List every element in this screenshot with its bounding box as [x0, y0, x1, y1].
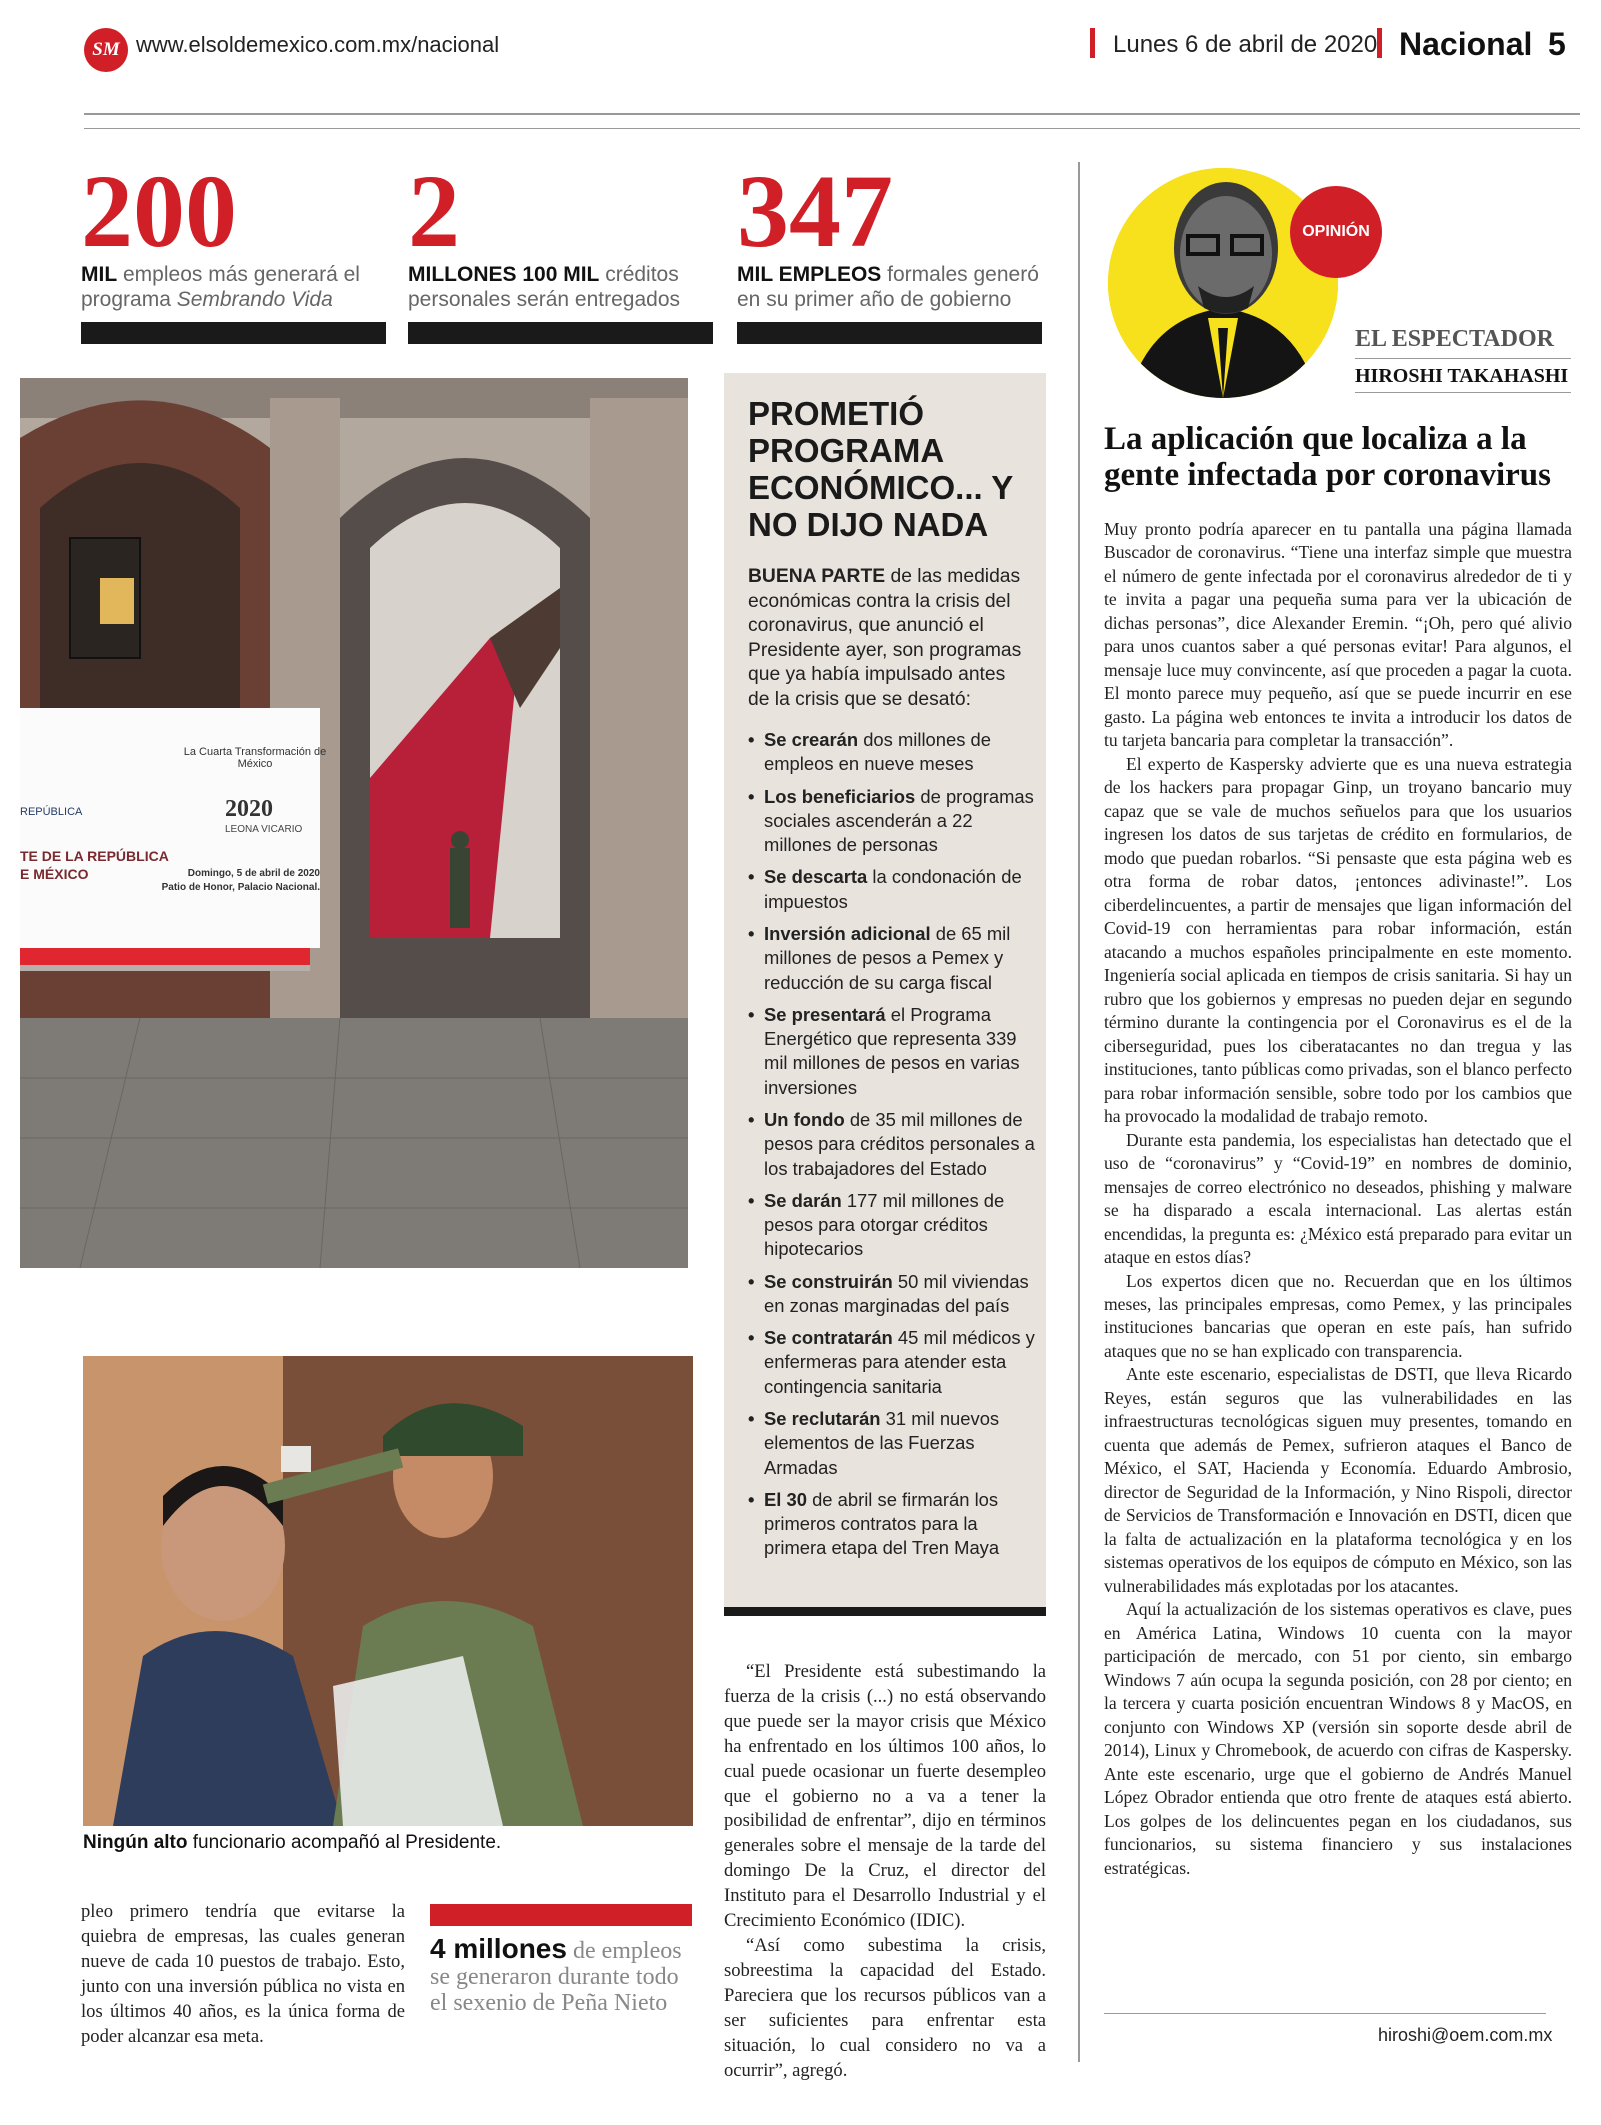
bullet-icon: • [748, 922, 755, 944]
bullet-icon: • [748, 1003, 755, 1025]
palacio-nacional-illustration [20, 378, 688, 1268]
bullet-icon: • [748, 1327, 755, 1349]
banner-text: E MÉXICO [20, 866, 89, 882]
stat-number: 2 [408, 154, 460, 269]
opinion-headline: La aplicación que localiza a la gente infectada por coronavirus [1104, 421, 1551, 493]
stat-bar [81, 322, 386, 344]
callout-bar [430, 1904, 692, 1926]
header-rule [84, 113, 1580, 115]
stat-number: 347 [737, 154, 893, 269]
sidebar-list-item: • Un fondo de 35 mil millones de pesos para créditos personales a los trabajadores del Estado [748, 1108, 1035, 1179]
header-rule [84, 128, 1580, 129]
newspaper-logo: SM [84, 28, 128, 72]
sidebar-list-item: • Se contratarán 45 mil médicos y enfermeras para atender esta contingencia sanitaria [748, 1327, 1035, 1397]
photo-caption: Ningún alto funcionario acompañó al Presidente. [83, 1832, 502, 1853]
stat-block [81, 154, 386, 344]
banner-text: REPÚBLICA [20, 806, 83, 818]
sidebar-intro: BUENA PARTE de las medidas económicas contra la crisis del coronavirus, que anunció el Presidente ayer, son programas que ya había impulsado antes de la crisis que se desató: [748, 566, 1022, 710]
stat-description: MIL EMPLEOS formales generó en su primer año de gobierno [737, 263, 1039, 312]
bullet-icon: • [748, 1270, 755, 1292]
stat-description: MILLONES 100 MIL créditos personales serán entregados [408, 263, 681, 312]
sidebar-list [748, 728, 1038, 1569]
sidebar-list-item: • Se construirán 50 mil viviendas en zonas marginadas del país [748, 1270, 1029, 1316]
banner-title: La Cuarta Transformación de México [183, 746, 327, 770]
article-quote-text: “El Presidente está subestimando la fuerza de la crisis (...) no está observando que puede ser la mayor crisis que México ha enfrentado en los últimos 100 años, lo cual puede ocasionar un fuerte desempleo que el gobierno no a va a tener la posibilidad de enfrentar”, dijo en términos generales sobre el mensaje de la tarde del domingo De la Cruz, el director del Instituto para el Desarrollo Industrial y el Crecimiento Económico (IDIC). “Así como subestima la crisis, sobreestima la capacidad del Estado. Pareciera que los recursos públicos van a ser suficientes para enfrentar esta situación, lo cual considero no va a ocurrir”, agregó. [724, 1661, 1046, 2081]
sidebar-list-item: • Se reclutarán 31 mil nuevos elementos de las Fuerzas Armadas [748, 1408, 1000, 1478]
stat-block [408, 154, 713, 344]
employment-callout: 4 millones de empleos se generaron durante todo el sexenio de Peña Nieto [430, 1933, 682, 2016]
bullet-icon: • [748, 1408, 755, 1430]
banner-text: TE DE LA REPÚBLICA [20, 848, 169, 864]
sidebar-list-item: • Los beneficiarios de programas sociales ascenderán a 22 millones de personas [748, 785, 1034, 856]
issue-date: Lunes 6 de abril de 2020 [1113, 31, 1378, 58]
bullet-icon: • [748, 1108, 755, 1130]
bullet-icon: • [748, 1189, 755, 1211]
sidebar-bottom-bar [724, 1607, 1046, 1616]
palacio-nacional-photo [20, 378, 688, 1268]
stat-bar [408, 322, 713, 344]
header-divider [1090, 28, 1095, 58]
stat-description: MIL empleos más generará el programa Sembrando Vida [81, 263, 360, 312]
temperature-check-photo [83, 1356, 693, 1826]
banner-year: 2020 [225, 796, 273, 822]
opinion-body: Muy pronto podría aparecer en tu pantalla una página llamada Buscador de coronavirus. “Tiene una interfaz simple que muestra el número de gente infectada por el coronavirus alrededor de ti y te invita a pagar una pequeña suma para ver la ubicación de dichas personas”, dice Alexander Eremin. “¡Oh, pero qué alivio para unos cuantos saber a qué personas evitar! Para algunos, el mensaje luce muy convincente, así que proceden a pagar la cuota. El monto parece muy pequeño, así que se puede incurrir en ese gasto. La página web entonces te invita a introducir los datos de tu tarjeta bancaria para completar la transacción”. El experto de Kaspersky advierte que es una nueva estrategia de los hackers para propagar Ginp, un troyano bancario muy capaz que se vale de muchos señuelos para que los usuarios ingresen los datos de sus tarjetas de crédito en formularios, de modo que puedan robarlos. “Si pensaste que esta página web es otra forma de robar datos, ¡entonces adivinaste!”. Los ciberdelincuentes, a partir de mensajes que ligan información del Covid-19 con herramientas para robar información, están atacando a muchos españoles principalmente en este momento. Ingeniería social aplicada en tiempos de crisis sanitaria. Si hay un rubro que los gobiernos y empresas no pueden dejar en segundo término durante la contingencia por el Coronavirus es el de la ciberseguridad, pues los ciberatacantes no dan tregua y las instituciones, tanto públicas como privadas, son el blanco perfecto para robar información sensible, sobre todo por los cambios que ha provocado la modalidad de trabajo remoto. Durante esta pandemia, los especialistas han detectado que el uso de “coronavirus” y “Covid-19” en nombres de dominio, mensajes de correo electrónico no deseados, phishing y malware se ha disparado a escala internacional. Las alertas están encendidas, la pregunta es: ¿México está preparado para evitar un ataque en estos días? Los expertos dicen que no. Recuerdan que en los últimos meses, las principales empresas, como Pemex, y las principales instituciones bancarias que operan en este país, han sufrido ataques que no se han explicado con transparencia. Ante este escenario, especialistas de DSTI, que lleva Ricardo Reyes, están seguros que las vulnerabilidades en las infraestructuras tecnológicas siguen muy presentes, tomando en cuenta que además de Pemex, sufrieron ataques el Banco de México, el SAT, Hacienda y Economía. Eduardo Ambrosio, director de Seguridad de la Información, y Nino Rispoli, director de Servicios de Transformación e Innovación en DSTI, dicen que la falta de actualización en la plataforma tecnológica y en los sistemas operativos de los equipos de cómputo en México, son las vulnerabilidades más explotadas por los atacantes. Aquí la actualización de los sistemas operativos es clave, pues en América Latina, Windows 10 cuenta con la mayor participación de mercado, con 51 por ciento, sin embargo Windows 7 aún ocupa la segunda posición, con 28 por ciento; en la tercera y cuarta posición encuentran Windows 8 y MacOS, en conjunto con Windows XP (versión sin soporte desde abril de 2014), Linux y Chromebook, de acuerdo con cifras de Kaspersky. Ante este escenario, urge que el gobierno de Andrés Manuel López Obrador entienda que otro frente de ataques está abierto. Los golpes de los delincuentes pegan en los ciudadanos, sus funcionarios, su sistema financiero y sus instalaciones estratégicas. [1104, 519, 1572, 1878]
article-continuation: pleo primero tendría que evitarse la quiebra de empresas, las cuales generan nueve de cada 10 puestos de trabajo. Esto, junto con una inversión pública no vista en los últimos 40 años, es la única forma de poder alcanzar esa meta. [81, 1901, 405, 2047]
sidebar-list-item: • Se darán 177 mil millones de pesos para otorgar créditos hipotecarios [748, 1189, 1005, 1260]
bullet-icon: • [748, 866, 755, 888]
banner-date: Domingo, 5 de abril de 2020 [187, 868, 320, 879]
column-divider [1078, 162, 1080, 2062]
banner-subtitle: LEONA VICARIO [225, 824, 303, 835]
stat-bar [737, 322, 1042, 344]
byline-rule [1355, 392, 1571, 393]
stat-number: 200 [81, 154, 237, 269]
byline-rule [1355, 358, 1571, 359]
section-name: Nacional [1399, 26, 1533, 62]
stat-block [737, 154, 1042, 344]
bullet-icon: • [748, 729, 755, 750]
column-name: EL ESPECTADOR [1355, 326, 1554, 352]
sidebar-list-item: • Se presentará el Programa Energético que representa 339 mil millones de pesos en varias inversiones [748, 1003, 1020, 1098]
sidebar-list-item: • Se descarta la condonación de impuestos [748, 866, 1022, 912]
section-url[interactable]: www.elsoldemexico.com.mx/nacional [136, 32, 500, 57]
header-divider [1377, 28, 1382, 58]
opinion-badge: OPINIÓN [1290, 186, 1382, 278]
bullet-icon: • [748, 1488, 755, 1510]
sidebar-list-item: • Se crearán dos millones de empleos en nueve meses [748, 729, 991, 775]
bullet-icon: • [748, 785, 755, 807]
banner-place: Patio de Honor, Palacio Nacional. [161, 882, 320, 893]
footer-rule [1104, 2013, 1546, 2014]
author-email[interactable]: hiroshi@oem.com.mx [1378, 2025, 1553, 2045]
author-name: HIROSHI TAKAHASHI [1355, 365, 1569, 387]
sidebar-list-item: • El 30 de abril se firmarán los primeros contratos para la primera etapa del Tren Maya [748, 1488, 1000, 1559]
sidebar-title: PROMETIÓ PROGRAMA ECONÓMICO... Y NO DIJO NADA [748, 395, 1013, 543]
page-number: 5 [1548, 26, 1566, 62]
temperature-check-illustration [83, 1356, 693, 1826]
sidebar-list-item: • Inversión adicional de 65 mil millones de pesos a Pemex y reducción de su carga fiscal [748, 922, 1011, 993]
